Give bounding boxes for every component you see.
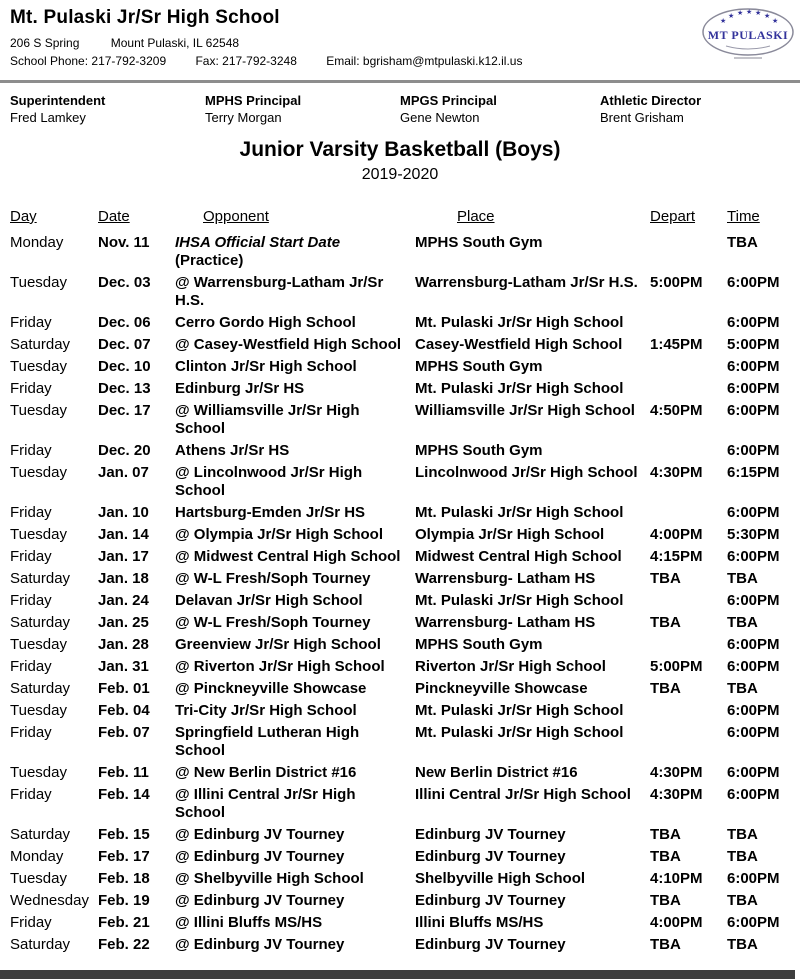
cell-day: Friday — [10, 592, 52, 609]
cell-opponent: @ Warrensburg-Latham Jr/Sr H.S. — [175, 274, 384, 309]
cell-opponent: @ Edinburg JV Tourney — [175, 892, 345, 909]
table-row — [10, 914, 790, 932]
cell-place: Edinburg JV Tourney — [415, 826, 566, 843]
table-row — [10, 274, 790, 310]
cell-day: Tuesday — [10, 764, 67, 781]
cell-opponent: @ Riverton Jr/Sr High School — [175, 658, 385, 675]
table-row — [10, 358, 790, 376]
cell-date: Dec. 03 — [98, 274, 151, 291]
cell-place: Edinburg JV Tourney — [415, 936, 566, 953]
cell-opponent: Delavan Jr/Sr High School — [175, 592, 363, 609]
table-row — [10, 314, 790, 332]
cell-place: Mt. Pulaski Jr/Sr High School — [415, 504, 624, 521]
cell-depart — [650, 314, 727, 332]
cell-date: Feb. 11 — [98, 764, 149, 781]
cell-date: Jan. 10 — [98, 504, 149, 521]
cell-day: Tuesday — [10, 636, 67, 653]
cell-time: 6:00PM — [727, 274, 780, 291]
table-row — [10, 548, 790, 566]
cell-opponent: @ Casey-Westfield High School — [175, 336, 402, 353]
cell-date: Dec. 10 — [98, 358, 151, 375]
svg-text:★: ★ — [720, 18, 727, 25]
cell-time: 5:30PM — [727, 526, 780, 543]
table-row — [10, 442, 790, 460]
cell-place: Mt. Pulaski Jr/Sr High School — [415, 314, 624, 331]
staff-title: Athletic Director — [600, 93, 702, 108]
cell-time: TBA — [727, 614, 758, 631]
cell-time: TBA — [727, 680, 758, 697]
cell-day: Tuesday — [10, 526, 67, 543]
svg-text:★: ★ — [728, 13, 735, 20]
cell-date: Feb. 17 — [98, 848, 150, 865]
staff-title: MPGS Principal — [400, 93, 497, 108]
cell-place: MPHS South Gym — [415, 234, 543, 251]
cell-opponent: @ Olympia Jr/Sr High School — [175, 526, 384, 543]
cell-date: Dec. 07 — [98, 336, 151, 353]
column-header-opponent: Opponent — [203, 208, 269, 225]
cell-date: Nov. 11 — [98, 234, 150, 251]
cell-day: Saturday — [10, 680, 71, 697]
cell-date: Dec. 06 — [98, 314, 151, 331]
cell-day: Friday — [10, 314, 52, 331]
staff-name: Terry Morgan — [205, 110, 282, 125]
staff-mpgs-principal — [400, 93, 600, 125]
cell-depart: TBA — [650, 848, 681, 865]
cell-place: Edinburg JV Tourney — [415, 892, 566, 909]
staff-block — [10, 93, 790, 125]
cell-time: TBA — [727, 936, 758, 953]
cell-place: Warrensburg- Latham HS — [415, 570, 596, 587]
cell-date: Dec. 20 — [98, 442, 151, 459]
cell-date: Feb. 18 — [98, 870, 150, 887]
cell-time: TBA — [727, 892, 758, 909]
cell-depart: 4:00PM — [650, 914, 703, 931]
season-subtitle: 2019-2020 — [361, 166, 439, 183]
table-row — [10, 892, 790, 910]
cell-depart: 4:15PM — [650, 548, 703, 565]
cell-opponent: Edinburg Jr/Sr HS — [175, 380, 305, 397]
cell-date: Feb. 07 — [98, 724, 150, 741]
page-title: Junior Varsity Basketball (Boys) — [239, 138, 561, 161]
cell-date: Dec. 13 — [98, 380, 151, 397]
cell-opponent: @ New Berlin District #16 — [175, 764, 357, 781]
cell-time: 6:00PM — [727, 764, 780, 781]
cell-day: Saturday — [10, 336, 71, 353]
cell-place: Warrensburg-Latham Jr/Sr H.S. — [415, 274, 638, 291]
address-line — [10, 36, 790, 50]
table-row — [10, 724, 790, 760]
table-row — [10, 592, 790, 610]
staff-athletic-director — [600, 93, 790, 125]
cell-opponent: @ Illini Central Jr/Sr High School — [175, 786, 356, 821]
staff-title: MPHS Principal — [205, 93, 302, 108]
table-header — [10, 208, 790, 225]
cell-place: MPHS South Gym — [415, 358, 543, 375]
cell-depart — [650, 592, 727, 610]
cell-time: 6:00PM — [727, 702, 780, 719]
cell-time: TBA — [727, 848, 758, 865]
table-row — [10, 786, 790, 822]
cell-day: Saturday — [10, 614, 71, 631]
table-row — [10, 848, 790, 866]
table-row — [10, 636, 790, 654]
cell-date: Jan. 25 — [98, 614, 149, 631]
cell-day: Tuesday — [10, 358, 67, 375]
cell-depart: 4:30PM — [650, 764, 703, 781]
cell-opponent: Springfield Lutheran High School — [175, 724, 360, 759]
table-row — [10, 614, 790, 632]
column-header-time: Time — [727, 208, 760, 225]
address-street: 206 S Spring — [10, 36, 80, 50]
cell-time: 6:00PM — [727, 380, 780, 397]
cell-depart: 4:50PM — [650, 402, 703, 419]
header-divider — [0, 80, 800, 83]
cell-time: TBA — [727, 234, 758, 251]
cell-day: Saturday — [10, 826, 71, 843]
cell-time: 6:00PM — [727, 504, 780, 521]
cell-place: Mt. Pulaski Jr/Sr High School — [415, 592, 624, 609]
school-logo-icon — [700, 4, 796, 66]
cell-place: Lincolnwood Jr/Sr High School — [415, 464, 638, 481]
cell-depart: TBA — [650, 936, 681, 953]
column-header-date: Date — [98, 208, 130, 225]
cell-place: Pinckneyville Showcase — [415, 680, 588, 697]
cell-depart — [650, 234, 727, 270]
cell-time: 6:00PM — [727, 786, 780, 803]
column-header-depart: Depart — [650, 208, 696, 225]
cell-opponent: @ Edinburg JV Tourney — [175, 826, 345, 843]
cell-time: 6:00PM — [727, 358, 780, 375]
cell-depart — [650, 724, 727, 760]
cell-time: 6:15PM — [727, 464, 780, 481]
cell-date: Jan. 17 — [98, 548, 149, 565]
cell-depart — [650, 504, 727, 522]
column-header-day: Day — [10, 208, 37, 225]
cell-date: Jan. 31 — [98, 658, 149, 675]
cell-place: Warrensburg- Latham HS — [415, 614, 596, 631]
table-row — [10, 764, 790, 782]
cell-opponent: Athens Jr/Sr HS — [175, 442, 290, 459]
table-row — [10, 336, 790, 354]
staff-name: Brent Grisham — [600, 110, 684, 125]
column-header-place: Place — [457, 208, 495, 225]
svg-text:★: ★ — [764, 13, 771, 20]
school-phone: School Phone: 217-792-3209 — [10, 54, 167, 68]
cell-opponent: @ Edinburg JV Tourney — [175, 936, 345, 953]
cell-time: 6:00PM — [727, 402, 780, 419]
cell-place: Mt. Pulaski Jr/Sr High School — [415, 724, 624, 741]
cell-time: 6:00PM — [727, 592, 780, 609]
cell-day: Monday — [10, 234, 64, 251]
cell-place: Williamsville Jr/Sr High School — [415, 402, 635, 419]
cell-depart — [650, 636, 727, 654]
cell-opponent: IHSA Official Start Date (Practice) — [175, 234, 341, 269]
cell-depart: 4:30PM — [650, 786, 703, 803]
cell-opponent: @ Shelbyville High School — [175, 870, 364, 887]
svg-text:MT PULASKI: MT PULASKI — [707, 28, 789, 42]
cell-place: Mt. Pulaski Jr/Sr High School — [415, 702, 624, 719]
staff-name: Gene Newton — [400, 110, 480, 125]
cell-day: Friday — [10, 658, 52, 675]
cell-date: Jan. 14 — [98, 526, 149, 543]
cell-place: Shelbyville High School — [415, 870, 586, 887]
cell-time: 6:00PM — [727, 314, 780, 331]
cell-opponent: @ W-L Fresh/Soph Tourney — [175, 570, 371, 587]
cell-opponent: @ Midwest Central High School — [175, 548, 401, 565]
cell-date: Feb. 22 — [98, 936, 150, 953]
cell-depart: TBA — [650, 892, 681, 909]
cell-day: Friday — [10, 724, 52, 741]
cell-time: 6:00PM — [727, 724, 780, 741]
cell-day: Saturday — [10, 570, 71, 587]
cell-time: TBA — [727, 570, 758, 587]
staff-name: Fred Lamkey — [10, 110, 86, 125]
cell-place: MPHS South Gym — [415, 636, 543, 653]
table-row — [10, 570, 790, 588]
schedule-rows — [10, 234, 790, 954]
cell-opponent: Tri-City Jr/Sr High School — [175, 702, 357, 719]
cell-time: TBA — [727, 826, 758, 843]
table-row — [10, 702, 790, 720]
table-row — [10, 234, 790, 270]
cell-day: Friday — [10, 380, 52, 397]
table-row — [10, 504, 790, 522]
cell-time: 6:00PM — [727, 870, 780, 887]
school-email: Email: bgrisham@mtpulaski.k12.il.us — [326, 54, 523, 68]
cell-place: Edinburg JV Tourney — [415, 848, 566, 865]
cell-date: Feb. 01 — [98, 680, 150, 697]
svg-text:★: ★ — [755, 10, 762, 17]
bottom-bar — [0, 970, 795, 979]
cell-depart: 4:30PM — [650, 464, 703, 481]
cell-depart — [650, 702, 727, 720]
cell-date: Jan. 18 — [98, 570, 149, 587]
cell-date: Feb. 19 — [98, 892, 150, 909]
table-row — [10, 464, 790, 500]
cell-opponent: @ W-L Fresh/Soph Tourney — [175, 614, 371, 631]
cell-place: Illini Central Jr/Sr High School — [415, 786, 631, 803]
cell-opponent: @ Edinburg JV Tourney — [175, 848, 345, 865]
cell-opponent: @ Pinckneyville Showcase — [175, 680, 367, 697]
cell-opponent: Hartsburg-Emden Jr/Sr HS — [175, 504, 366, 521]
cell-date: Feb. 15 — [98, 826, 150, 843]
cell-opponent: @ Lincolnwood Jr/Sr High School — [175, 464, 363, 499]
cell-depart: TBA — [650, 826, 681, 843]
cell-day: Friday — [10, 548, 52, 565]
table-row — [10, 526, 790, 544]
svg-text:★: ★ — [746, 9, 753, 16]
cell-opponent: Cerro Gordo High School — [175, 314, 356, 331]
cell-opponent: @ Illini Bluffs MS/HS — [175, 914, 323, 931]
cell-time: 6:00PM — [727, 442, 780, 459]
cell-depart: 4:00PM — [650, 526, 703, 543]
table-row — [10, 658, 790, 676]
cell-day: Tuesday — [10, 274, 67, 291]
cell-place: Riverton Jr/Sr High School — [415, 658, 606, 675]
cell-place: Midwest Central High School — [415, 548, 622, 565]
cell-depart — [650, 442, 727, 460]
cell-day: Tuesday — [10, 702, 67, 719]
staff-superintendent — [10, 93, 205, 125]
cell-place: Casey-Westfield High School — [415, 336, 623, 353]
cell-time: 6:00PM — [727, 548, 780, 565]
cell-opponent: Clinton Jr/Sr High School — [175, 358, 357, 375]
cell-day: Saturday — [10, 936, 71, 953]
school-logo — [700, 4, 796, 66]
staff-mphs-principal — [205, 93, 400, 125]
cell-time: 5:00PM — [727, 336, 780, 353]
cell-depart: 5:00PM — [650, 274, 703, 291]
cell-day: Friday — [10, 914, 52, 931]
cell-day: Friday — [10, 504, 52, 521]
cell-depart: TBA — [650, 614, 681, 631]
table-row — [10, 402, 790, 438]
cell-place: Mt. Pulaski Jr/Sr High School — [415, 380, 624, 397]
table-row — [10, 826, 790, 844]
cell-time: 6:00PM — [727, 658, 780, 675]
cell-date: Jan. 28 — [98, 636, 149, 653]
address-city: Mount Pulaski, IL 62548 — [110, 36, 240, 50]
svg-text:★: ★ — [772, 18, 779, 25]
cell-place: New Berlin District #16 — [415, 764, 578, 781]
cell-time: 6:00PM — [727, 636, 780, 653]
cell-depart: 5:00PM — [650, 658, 703, 675]
cell-date: Dec. 17 — [98, 402, 151, 419]
cell-date: Feb. 04 — [98, 702, 150, 719]
cell-depart — [650, 358, 727, 376]
cell-place: Illini Bluffs MS/HS — [415, 914, 544, 931]
cell-date: Jan. 24 — [98, 592, 149, 609]
cell-depart: 4:10PM — [650, 870, 703, 887]
letterhead — [10, 7, 790, 68]
staff-title: Superintendent — [10, 93, 106, 108]
cell-date: Feb. 14 — [98, 786, 150, 803]
school-fax: Fax: 217-792-3248 — [195, 54, 297, 68]
table-row — [10, 380, 790, 398]
table-row — [10, 680, 790, 698]
cell-opponent: @ Williamsville Jr/Sr High School — [175, 402, 360, 437]
cell-day: Friday — [10, 442, 52, 459]
table-row — [10, 936, 790, 954]
cell-day: Friday — [10, 786, 52, 803]
cell-day: Monday — [10, 848, 64, 865]
cell-time: 6:00PM — [727, 914, 780, 931]
table-row — [10, 870, 790, 888]
svg-text:★: ★ — [737, 10, 744, 17]
cell-place: Olympia Jr/Sr High School — [415, 526, 605, 543]
cell-date: Jan. 07 — [98, 464, 149, 481]
contact-line — [10, 54, 790, 68]
cell-day: Wednesday — [10, 892, 89, 909]
cell-opponent: Greenview Jr/Sr High School — [175, 636, 381, 653]
cell-depart: 1:45PM — [650, 336, 703, 353]
cell-depart: TBA — [650, 570, 681, 587]
cell-depart — [650, 380, 727, 398]
cell-place: MPHS South Gym — [415, 442, 543, 459]
cell-day: Tuesday — [10, 464, 67, 481]
cell-date: Feb. 21 — [98, 914, 150, 931]
school-name: Mt. Pulaski Jr/Sr High School — [10, 7, 280, 28]
cell-day: Tuesday — [10, 870, 67, 887]
cell-day: Tuesday — [10, 402, 67, 419]
cell-depart: TBA — [650, 680, 681, 697]
